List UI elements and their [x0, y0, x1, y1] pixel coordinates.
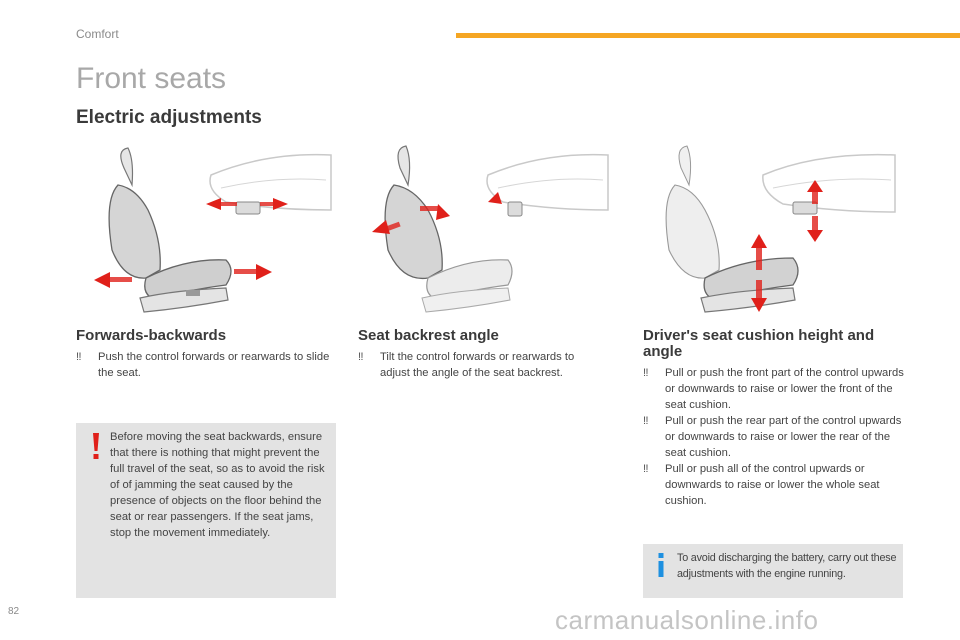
section-subtitle: Electric adjustments [76, 107, 262, 128]
info-icon [655, 552, 667, 578]
control-up-arrow-icon [807, 180, 823, 204]
warning-exclamation-icon [90, 431, 102, 461]
bullet-marker-icon: ‼ [76, 351, 82, 363]
bullet-marker-icon: ‼ [643, 367, 649, 379]
bullet-marker-icon: ‼ [643, 415, 649, 427]
warning-text: Before moving the seat backwards, ensure that there is nothing that might prevent the full travel of the seat, so as to avoid the risk of of jamming the seat caused by the presence of objects on the floor behind the seat or rear passengers. If the seat jams, stop the movement immediately. [110, 431, 325, 539]
section-label: Comfort [76, 27, 119, 41]
forwards-backwards-title: Forwards-backwards [76, 327, 227, 344]
watermark: carmanualsonline.info [555, 605, 819, 635]
bullet-item [643, 413, 907, 461]
bullet-item [358, 349, 606, 381]
bullet-item [643, 365, 907, 413]
cushion-height-illustration [643, 140, 903, 320]
bullet-item [643, 461, 907, 509]
section-rule [456, 33, 960, 38]
seat-forward-arrow-icon [94, 272, 132, 288]
seat-backward-arrow-icon [234, 264, 272, 280]
page-number: 82 [8, 606, 20, 617]
bullet-item [76, 349, 332, 381]
control-down-arrow-icon [807, 216, 823, 242]
bullet-text: Pull or push the front part of the control upwards or downwards to raise or lower the front of the seat cushion. [665, 367, 904, 411]
bullet-text: Tilt the control forwards or rearwards to adjust the angle of the seat backrest. [380, 351, 575, 379]
info-note [643, 544, 903, 598]
bullet-marker-icon: ‼ [643, 463, 649, 475]
bullet-text: Pull or push the rear part of the control upwards or downwards to raise or lower the rear of the seat cushion. [665, 415, 902, 459]
backrest-angle-title: Seat backrest angle [358, 327, 499, 344]
control-tilt-arrow-icon [488, 192, 502, 204]
backrest-angle-illustration [358, 140, 618, 320]
info-text: To avoid discharging the battery, carry out these adjustments with the engine running. [677, 552, 897, 580]
backrest-angle-bullets [358, 349, 606, 381]
cushion-height-bullets [643, 365, 907, 509]
bullet-text: Push the control forwards or rearwards to slide the seat. [98, 351, 330, 379]
bullet-text: Pull or push all of the control upwards or downwards to raise or lower the whole seat cushion. [665, 463, 880, 507]
forwards-backwards-bullets [76, 349, 332, 381]
warning-note [76, 423, 336, 598]
forwards-backwards-illustration [76, 140, 336, 320]
cushion-height-title: Driver's seat cushion height and angle [643, 327, 875, 360]
page-title: Front seats [76, 62, 227, 95]
bullet-marker-icon: ‼ [358, 351, 364, 363]
